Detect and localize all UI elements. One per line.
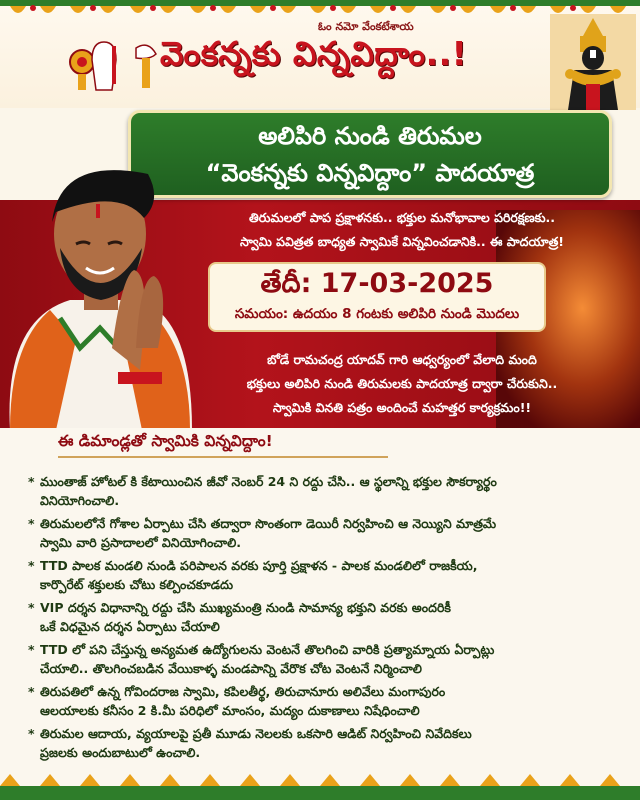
bullet-mark: * xyxy=(28,474,35,489)
event-time: సమయం: ఉదయం 8 గంటకు అలిపిరి నుండి మొదలు xyxy=(234,306,520,322)
toran-decoration xyxy=(0,0,640,22)
bullet-mark: * xyxy=(28,558,35,573)
demands-heading: ఈ డిమాండ్లతో స్వామికి విన్నవిద్దాం! xyxy=(58,432,273,450)
banner-line1: అలిపిరి నుండి తిరుమల xyxy=(258,122,482,150)
bullet-mark: * xyxy=(28,726,35,741)
demand-line: VIP దర్శన విధానాన్ని రద్దు చేసి ముఖ్యమంత్రి నుండి సామాన్య భక్తుని వరకు అందరికీ xyxy=(40,600,451,615)
demand-item xyxy=(28,682,628,720)
demand-line: స్వామి వారి ప్రసాదాలలో వినియోగించాలి. xyxy=(40,535,241,550)
demand-item xyxy=(28,724,628,762)
bullet-mark: * xyxy=(28,516,35,531)
purpose-line1: తిరుమలలో పాప ప్రక్షాళనకు.. భక్తుల మనోభావాల పరిరక్షణకు.. xyxy=(248,210,556,225)
demand-line: ప్రజలకు అందుబాటులో ఉంచాలి. xyxy=(40,745,201,760)
demand-line: TTD లో పని చేస్తున్న అన్యమత ఉద్యోగులను వెంటనే తొలగించి వారికి ప్రత్యామ్నాయ ఏర్పాట్లు xyxy=(40,642,495,657)
padayatra-banner xyxy=(128,110,612,198)
header xyxy=(0,0,640,108)
demand-line: తిరుమల ఆదాయ, వ్యయాలపై ప్రతీ మూడు నెలలకు ఒకసారి ఆడిట్ నిర్వహించి నివేదికలు xyxy=(40,726,472,741)
page-title: వెంకన్నకు విన్నవిద్దాం..! xyxy=(160,34,468,73)
event-date: తేదీ: 17-03-2025 xyxy=(260,268,494,299)
demand-line: ఒకే విధమైన దర్శన ఏర్పాటు చేయాలి xyxy=(40,619,220,634)
organizer-line1: బోడే రామచంద్ర యాదవ్ గారి ఆధ్వర్యంలో వేలాది మంది xyxy=(267,352,537,367)
demand-line: కార్పొరేట్ శక్తులకు చోటు కల్పించకూడదు xyxy=(40,577,234,592)
demand-item xyxy=(28,598,628,636)
date-box xyxy=(208,262,546,332)
demand-item xyxy=(28,514,628,552)
demand-line: ముంతాజ్ హోటల్ కి కేటాయించిన జీవో నెంబర్ 24 ని రద్దు చేసి.. ఆ స్థలాన్ని భక్తుల సౌకర్యార్థం xyxy=(40,474,497,489)
venkateswara-deity-icon xyxy=(550,14,636,110)
demand-item xyxy=(28,640,628,678)
bullet-mark: * xyxy=(28,600,35,615)
demand-line: తిరుపతిలో ఉన్న గోవిందరాజ స్వామి, కపిలతీర్థ, తిరుచానూరు అలివేలు మంగాపురం xyxy=(40,684,446,699)
banner-line2: “వెంకన్నకు విన్నవిద్దాం” పాదయాత్ర xyxy=(205,159,535,187)
demand-item xyxy=(28,472,628,510)
demand-line: TTD పాలక మండలి నుండి పరిపాలన వరకు పూర్తి ప్రక్షాళన - పాలక మండలిలో రాజకీయ, xyxy=(40,558,478,573)
om-namo-text: ఓం నమో వేంకటేశాయ xyxy=(318,20,414,33)
bullet-mark: * xyxy=(28,684,35,699)
heading-underline xyxy=(58,456,388,458)
shankha-namam-chakra-icon xyxy=(66,32,166,96)
demand-line: ఆలయాలకు కనీసం 2 కి.మీ పరిధిలో మాంసం, మద్యం దుకాణాలు నిషేధించాలి xyxy=(40,703,420,718)
demand-item xyxy=(28,556,628,594)
demand-line: వినియోగించాలి. xyxy=(40,493,120,508)
purpose-line2: స్వామి పవిత్రత బాధ్యత స్వామికే విన్నవించడానికి.. ఈ పాదయాత్ర! xyxy=(239,234,565,249)
leader-photo xyxy=(0,148,200,430)
demand-line: తిరుమలలోనే గోశాల ఏర్పాటు చేసి తద్వారా సొంతంగా డెయిరీ నిర్వహించి ఆ నెయ్యిని మాత్రమే xyxy=(40,516,497,531)
organizer-line2: భక్తులు అలిపిరి నుండి తిరుమలకు పాదయాత్ర ద్వారా చేరుకుని.. xyxy=(246,376,558,391)
bullet-mark: * xyxy=(28,642,35,657)
organizer-line3: స్వామికి వినతి పత్రం అందించే మహత్తర కార్యక్రమం!! xyxy=(272,400,532,415)
bottom-border-decoration xyxy=(0,772,640,800)
demand-line: చేయాలి.. తొలగించబడిన వేయికాళ్ళ మండపాన్ని వేరొక చోట వెంటనే నిర్మించాలి xyxy=(40,661,422,676)
